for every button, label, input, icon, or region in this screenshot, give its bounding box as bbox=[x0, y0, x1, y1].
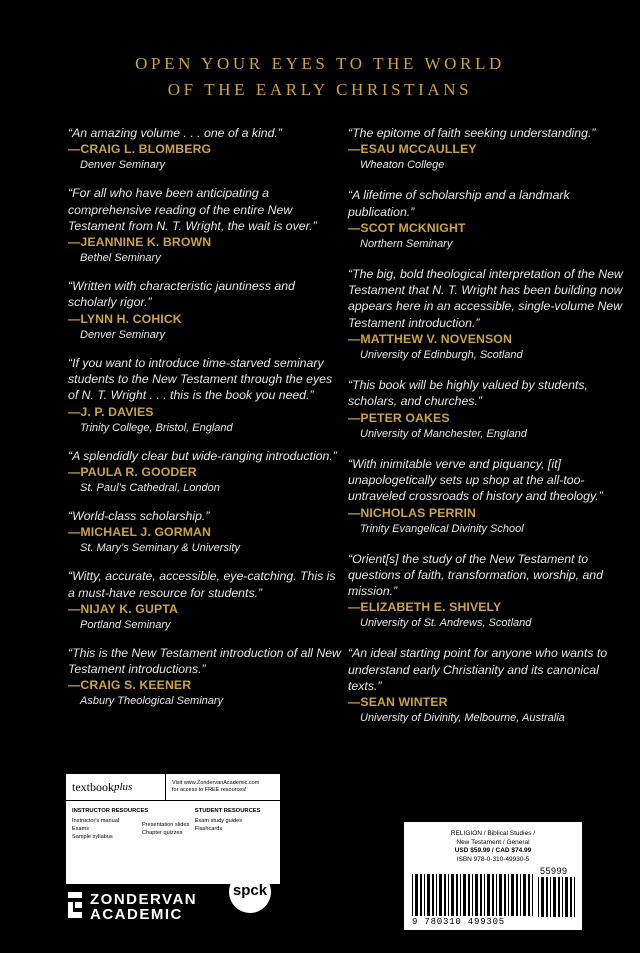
blurb-affiliation: St. Paul’s Cathedral, London bbox=[80, 481, 220, 494]
instructor-resources-title: INSTRUCTOR RESOURCES bbox=[72, 808, 149, 814]
barcode-bar bbox=[550, 877, 551, 917]
blurb bbox=[348, 187, 624, 252]
barcode-bar bbox=[463, 874, 466, 916]
student-resources-title: STUDENT RESOURCES bbox=[194, 808, 261, 814]
blurb bbox=[348, 551, 624, 632]
blurb-affiliation: Denver Seminary bbox=[80, 328, 165, 341]
headline-line-2: OF THE EARLY CHRISTIANS bbox=[167, 80, 473, 99]
barcode-info bbox=[404, 830, 582, 864]
instructor-item: Exams bbox=[72, 826, 90, 832]
blurb bbox=[68, 125, 344, 173]
blurb bbox=[68, 645, 344, 710]
barcode-bar bbox=[475, 874, 478, 916]
zondervan-wordmark bbox=[90, 892, 197, 922]
price-code: 55999 bbox=[540, 866, 568, 876]
student-item: Exam study guides bbox=[194, 818, 243, 824]
blurb bbox=[348, 266, 624, 363]
barcode-bar bbox=[565, 877, 568, 917]
blurb-author: —CRAIG L. BLOMBERG bbox=[68, 142, 212, 157]
left-blurb-column bbox=[68, 125, 344, 709]
barcode-bar bbox=[448, 874, 449, 916]
textbook-logo-main: textbook bbox=[72, 779, 114, 794]
headline-line-1: OPEN YOUR EYES TO THE WORLD bbox=[135, 54, 505, 73]
blurb-quote: “This is the New Testament introduction of all New Testament introductions.” bbox=[68, 645, 341, 677]
instructor-item: Chapter quizzes bbox=[142, 830, 183, 836]
blurb-author: —NIJAY K. GUPTA bbox=[68, 601, 178, 616]
barcode-bar bbox=[499, 874, 502, 916]
blurb bbox=[68, 355, 344, 436]
barcode-bar bbox=[541, 877, 544, 917]
blurb-author: —PAULA R. GOODER bbox=[68, 464, 197, 479]
blurb-affiliation: University of Edinburgh, Scotland bbox=[360, 349, 523, 362]
academic-name: ACADEMIC bbox=[90, 906, 183, 923]
blurb-affiliation: Denver Seminary bbox=[80, 159, 165, 172]
blurb-author: —JEANNINE K. BROWN bbox=[68, 235, 212, 250]
barcode-bar bbox=[496, 874, 497, 916]
blurb-author: —J. P. DAVIES bbox=[68, 404, 154, 419]
barcode-bar bbox=[528, 874, 530, 916]
barcode-bar bbox=[412, 874, 413, 916]
blurb-author: —NICHOLAS PERRIN bbox=[348, 505, 476, 520]
ean-barcode bbox=[412, 874, 534, 916]
blurb-affiliation: Wheaton College bbox=[360, 159, 445, 172]
barcode-bar bbox=[420, 874, 422, 916]
barcode-bar bbox=[436, 874, 437, 916]
blurb-affiliation: University of Manchester, England bbox=[360, 427, 527, 440]
blurb-affiliation: Northern Seminary bbox=[360, 237, 453, 250]
blurb-author: —CRAIG S. KEENER bbox=[68, 678, 192, 693]
blurb-affiliation: Portland Seminary bbox=[80, 618, 171, 631]
barcode-bar bbox=[468, 874, 470, 916]
blurb-quote: “If you want to introduce time-starved seminary students to the New Testament through the eyes of N. T. Wright . . . this is the book you need.” bbox=[68, 355, 333, 403]
blurb-author: —SEAN WINTER bbox=[348, 695, 448, 710]
blurb bbox=[348, 125, 624, 173]
blurb-quote: “The big, bold theological interpretation of the New Testament that N. T. Wright has been building now appears here in an accessible, single-volume New Testament introduction.” bbox=[348, 266, 623, 330]
instructor-item: Presentation slides bbox=[142, 822, 190, 828]
student-resources bbox=[195, 807, 274, 841]
barcode-bar bbox=[472, 874, 473, 916]
textbook-visit-text bbox=[166, 780, 259, 794]
blurb-quote: “Witty, accurate, accessible, eye-catching. This is a must-have resource for students.” bbox=[68, 569, 336, 600]
barcode-bar bbox=[532, 874, 533, 916]
ean-number: 9 780310 499305 bbox=[412, 917, 506, 927]
textbook-plus-logo bbox=[66, 774, 166, 800]
barcode-bar bbox=[546, 877, 548, 917]
instructor-list-b bbox=[142, 817, 189, 841]
instructor-item: Instructor's manual bbox=[72, 818, 120, 824]
visit-line-1: Visit www.ZondervanAcademic.com bbox=[172, 780, 260, 786]
zondervan-name: ZONDERVAN bbox=[90, 891, 198, 908]
barcode-bar bbox=[415, 874, 418, 916]
barcode-bar bbox=[511, 874, 514, 916]
barcode-box bbox=[404, 822, 582, 930]
textbook-logo-italic: plus bbox=[114, 781, 133, 793]
barcode-bar bbox=[451, 874, 454, 916]
barcode-bar bbox=[439, 874, 442, 916]
blurb bbox=[348, 456, 624, 537]
blurb-quote: “Written with characteristic jauntiness and scholarly rigor.” bbox=[68, 279, 295, 310]
blurb-affiliation: St. Mary’s Seminary & University bbox=[80, 542, 240, 555]
blurb-author: —LYNN H. COHICK bbox=[68, 311, 182, 326]
blurb-author: —ESAU MCCAULLEY bbox=[348, 142, 477, 157]
instructor-list-a bbox=[72, 817, 134, 841]
blurb-author: —MICHAEL J. GORMAN bbox=[68, 525, 211, 540]
textbook-plus-panel bbox=[66, 774, 280, 884]
blurb-author: —MATTHEW V. NOVENSON bbox=[348, 332, 512, 347]
barcode-bar bbox=[523, 874, 526, 916]
barcode-bar bbox=[504, 874, 506, 916]
zondervan-mark-icon bbox=[68, 892, 82, 918]
blurb-affiliation: University of Divinity, Melbourne, Australia bbox=[360, 712, 565, 725]
blurb-quote: “An amazing volume . . . one of a kind.” bbox=[68, 126, 282, 140]
blurb bbox=[68, 508, 344, 556]
blurb-quote: “A splendidly clear but wide-ranging introduction.” bbox=[68, 448, 337, 463]
instructor-item: Sample syllabus bbox=[72, 834, 113, 840]
blurb bbox=[68, 185, 344, 266]
barcode-bar bbox=[570, 877, 572, 917]
blurb-author: —PETER OAKES bbox=[348, 410, 450, 425]
blurb bbox=[348, 645, 624, 726]
barcode-bar bbox=[520, 874, 521, 916]
blurb bbox=[68, 568, 344, 633]
blurb-quote: “A lifetime of scholarship and a landmark publication.” bbox=[348, 188, 570, 219]
barcode-bar bbox=[460, 874, 461, 916]
right-blurb-column bbox=[348, 125, 624, 726]
blurb-quote: “Orient[s] the study of the New Testament to questions of faith, transformation, worship, and mission.” bbox=[348, 551, 603, 599]
barcode-bar bbox=[427, 874, 430, 916]
blurb-author: —SCOT MCKNIGHT bbox=[348, 220, 466, 235]
visit-line-2: for access to FREE resources! bbox=[172, 787, 247, 793]
spck-logo: spck bbox=[229, 871, 271, 913]
barcode-bar bbox=[424, 874, 425, 916]
price-barcode bbox=[538, 877, 576, 917]
barcode-bar bbox=[492, 874, 494, 916]
blurb-affiliation: Bethel Seminary bbox=[80, 252, 161, 265]
barcode-bar bbox=[562, 877, 563, 917]
barcode-bar bbox=[553, 877, 556, 917]
blurb-affiliation: Trinity Evangelical Divinity School bbox=[360, 522, 524, 535]
student-item: Flashcards bbox=[194, 826, 223, 832]
zondervan-academic-logo bbox=[68, 888, 228, 928]
blurb-quote: “For all who have been anticipating a comprehensive reading of the entire New Testament from N. T. Wright, the wait is over.” bbox=[68, 186, 317, 233]
blurb-author: —ELIZABETH E. SHIVELY bbox=[348, 600, 502, 615]
blurb-quote: “This book will be highly valued by students, scholars, and churches.” bbox=[348, 378, 588, 409]
barcode-bar bbox=[487, 874, 490, 916]
instructor-resources bbox=[72, 807, 195, 841]
category-line-2: New Testament / General bbox=[456, 838, 530, 846]
blurb bbox=[348, 377, 624, 442]
price-line: USD $59.99 / CAD $74.99 bbox=[454, 847, 532, 854]
barcode-bar bbox=[484, 874, 485, 916]
blurb bbox=[68, 448, 344, 496]
blurb-quote: “The epitome of faith seeking understanding.” bbox=[348, 126, 596, 140]
blurb-quote: “An ideal starting point for anyone who wants to understand early Christianity and its canonical texts.” bbox=[348, 646, 608, 694]
barcode-bar bbox=[516, 874, 518, 916]
blurb-quote: “World-class scholarship.” bbox=[68, 508, 210, 523]
barcode-bar bbox=[444, 874, 446, 916]
barcode-bar bbox=[456, 874, 458, 916]
barcode-bar bbox=[432, 874, 434, 916]
blurb-affiliation: Trinity College, Bristol, England bbox=[80, 421, 233, 434]
blurb bbox=[68, 278, 344, 343]
barcode-bar bbox=[480, 874, 482, 916]
blurb-affiliation: University of St. Andrews, Scotland bbox=[360, 617, 532, 630]
barcode-bar bbox=[538, 877, 539, 917]
barcode-bar bbox=[574, 877, 575, 917]
category-line-1: RELIGION / Biblical Studies / bbox=[450, 830, 536, 837]
barcode-bar bbox=[508, 874, 509, 916]
blurb-quote: “With inimitable verve and piquancy, [it] unapologetically sets up shop at the all-too-untraveled crossroads of history and theology.” bbox=[348, 456, 603, 504]
blurb-affiliation: Asbury Theological Seminary bbox=[80, 695, 224, 708]
isbn-line: ISBN 978-0-310-49930-5 bbox=[456, 855, 530, 863]
barcode-bar bbox=[558, 877, 560, 917]
